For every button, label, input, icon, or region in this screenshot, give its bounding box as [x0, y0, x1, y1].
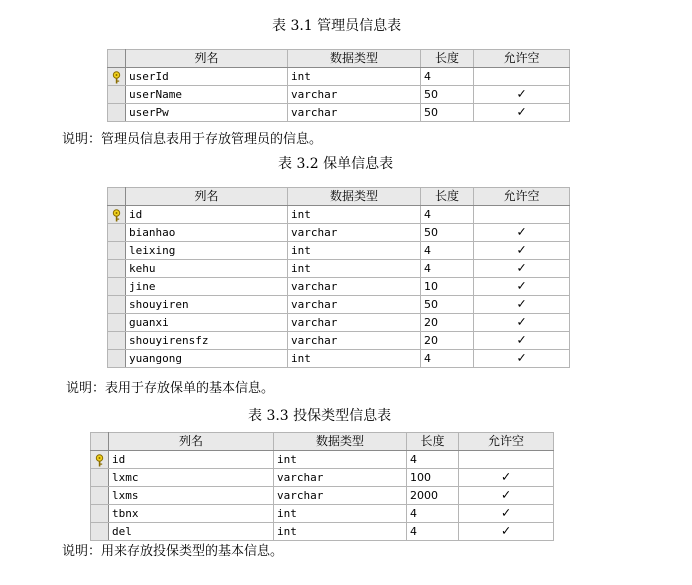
field-name-cell: shouyirensfz — [126, 332, 288, 350]
table-row — [108, 278, 570, 296]
field-type-cell: varchar — [288, 278, 421, 296]
field-name-cell: leixing — [126, 242, 288, 260]
row-selector — [108, 296, 126, 314]
column-header-length: 长度 — [407, 433, 459, 451]
check-icon: ✓ — [459, 469, 554, 487]
field-type-cell: varchar — [288, 86, 421, 104]
check-icon: ✓ — [474, 296, 570, 314]
field-name-cell: tbnx — [109, 505, 274, 523]
field-length-cell: 4 — [407, 505, 459, 523]
field-type-cell: varchar — [288, 104, 421, 122]
check-icon: ✓ — [459, 523, 554, 541]
column-header-name: 列名 — [126, 50, 288, 68]
field-type-cell: varchar — [288, 296, 421, 314]
field-length-cell: 100 — [407, 469, 459, 487]
table-caption: 表 3.3 投保类型信息表 — [248, 408, 392, 424]
table-row — [91, 469, 554, 487]
column-header-name: 列名 — [109, 433, 274, 451]
field-name-cell: yuangong — [126, 350, 288, 368]
check-icon: ✓ — [474, 86, 570, 104]
row-selector — [108, 104, 126, 122]
field-type-cell: varchar — [274, 487, 407, 505]
table-row — [91, 451, 554, 469]
check-icon: ✓ — [474, 104, 570, 122]
field-name-cell: id — [109, 451, 274, 469]
field-name-cell: id — [126, 206, 288, 224]
table-row — [108, 332, 570, 350]
table-note: 说明：管理员信息表用于存放管理员的信息。 — [62, 132, 323, 147]
row-selector-header — [91, 433, 109, 451]
table-row — [91, 523, 554, 541]
column-header-nullable: 允许空 — [474, 50, 570, 68]
table-row — [108, 350, 570, 368]
table-row — [108, 86, 570, 104]
column-header-nullable: 允许空 — [474, 188, 570, 206]
column-header-length: 长度 — [421, 188, 474, 206]
primary-key-icon — [91, 451, 109, 469]
field-length-cell: 4 — [421, 242, 474, 260]
row-selector — [91, 505, 109, 523]
table-row — [108, 242, 570, 260]
row-selector — [91, 469, 109, 487]
row-selector — [108, 314, 126, 332]
column-header-type: 数据类型 — [288, 188, 421, 206]
check-icon: ✓ — [474, 260, 570, 278]
table-header-row — [108, 50, 570, 68]
field-type-cell: int — [288, 350, 421, 368]
row-selector — [108, 242, 126, 260]
field-name-cell: bianhao — [126, 224, 288, 242]
check-icon: ✓ — [459, 487, 554, 505]
field-type-cell: int — [288, 242, 421, 260]
field-nullable-cell — [474, 68, 570, 86]
field-length-cell: 20 — [421, 314, 474, 332]
field-type-cell: int — [288, 260, 421, 278]
schema-table — [107, 49, 570, 122]
field-length-cell: 4 — [421, 260, 474, 278]
check-icon: ✓ — [474, 242, 570, 260]
table-row — [91, 487, 554, 505]
field-type-cell: varchar — [274, 469, 407, 487]
field-type-cell: int — [274, 523, 407, 541]
field-nullable-cell — [474, 206, 570, 224]
field-type-cell: varchar — [288, 224, 421, 242]
field-length-cell: 50 — [421, 86, 474, 104]
field-length-cell: 4 — [421, 350, 474, 368]
check-icon: ✓ — [474, 224, 570, 242]
schema-table — [90, 432, 554, 541]
field-length-cell: 4 — [421, 68, 474, 86]
field-type-cell: int — [288, 68, 421, 86]
field-type-cell: int — [288, 206, 421, 224]
table-row — [108, 224, 570, 242]
column-header-type: 数据类型 — [274, 433, 407, 451]
row-selector — [108, 350, 126, 368]
primary-key-icon — [108, 68, 126, 86]
row-selector-header — [108, 50, 126, 68]
field-name-cell: jine — [126, 278, 288, 296]
field-nullable-cell — [459, 451, 554, 469]
field-length-cell: 50 — [421, 224, 474, 242]
row-selector-header — [108, 188, 126, 206]
column-header-type: 数据类型 — [288, 50, 421, 68]
primary-key-icon — [108, 206, 126, 224]
table-header-row — [108, 188, 570, 206]
field-type-cell: varchar — [288, 332, 421, 350]
table-row — [108, 104, 570, 122]
row-selector — [108, 278, 126, 296]
field-name-cell: lxmc — [109, 469, 274, 487]
field-name-cell: userName — [126, 86, 288, 104]
column-header-length: 长度 — [421, 50, 474, 68]
check-icon: ✓ — [459, 505, 554, 523]
table-note: 说明：用来存放投保类型的基本信息。 — [62, 544, 284, 559]
row-selector — [108, 260, 126, 278]
table-row — [108, 314, 570, 332]
field-length-cell: 20 — [421, 332, 474, 350]
row-selector — [108, 86, 126, 104]
check-icon: ✓ — [474, 278, 570, 296]
field-length-cell: 10 — [421, 278, 474, 296]
table-row — [108, 296, 570, 314]
field-type-cell: int — [274, 505, 407, 523]
table-caption: 表 3.2 保单信息表 — [278, 156, 394, 172]
field-length-cell: 4 — [421, 206, 474, 224]
field-name-cell: kehu — [126, 260, 288, 278]
column-header-nullable: 允许空 — [459, 433, 554, 451]
field-length-cell: 2000 — [407, 487, 459, 505]
field-type-cell: int — [274, 451, 407, 469]
field-length-cell: 4 — [407, 451, 459, 469]
field-name-cell: lxms — [109, 487, 274, 505]
check-icon: ✓ — [474, 350, 570, 368]
field-name-cell: shouyiren — [126, 296, 288, 314]
field-name-cell: del — [109, 523, 274, 541]
check-icon: ✓ — [474, 314, 570, 332]
row-selector — [91, 523, 109, 541]
field-name-cell: userPw — [126, 104, 288, 122]
check-icon: ✓ — [474, 332, 570, 350]
field-length-cell: 50 — [421, 296, 474, 314]
field-type-cell: varchar — [288, 314, 421, 332]
schema-table — [107, 187, 570, 368]
table-note: 说明：表用于存放保单的基本信息。 — [66, 381, 275, 396]
field-name-cell: guanxi — [126, 314, 288, 332]
row-selector — [108, 224, 126, 242]
field-length-cell: 4 — [407, 523, 459, 541]
column-header-name: 列名 — [126, 188, 288, 206]
table-caption: 表 3.1 管理员信息表 — [272, 18, 402, 34]
table-row — [108, 206, 570, 224]
table-row — [108, 260, 570, 278]
table-row — [108, 68, 570, 86]
row-selector — [91, 487, 109, 505]
field-name-cell: userId — [126, 68, 288, 86]
field-length-cell: 50 — [421, 104, 474, 122]
table-row — [91, 505, 554, 523]
row-selector — [108, 332, 126, 350]
table-header-row — [91, 433, 554, 451]
